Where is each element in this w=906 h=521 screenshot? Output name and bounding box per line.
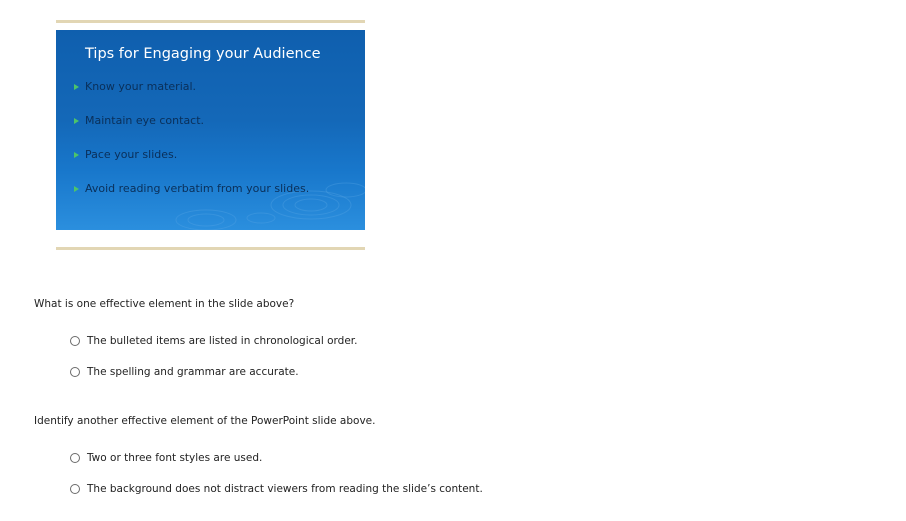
slide-bullet-text: Know your material. [85,80,197,93]
arrow-bullet-icon [74,186,79,192]
slide-bullet [74,148,177,161]
question-2-option-1[interactable] [70,452,262,464]
slide-image [56,20,365,250]
slide-bottom-rule [56,247,365,250]
question-1-option-2[interactable] [70,366,299,378]
radio-button[interactable] [70,484,80,494]
option-label: The background does not distract viewers from reading the slide’s content. [87,483,483,495]
arrow-bullet-icon [74,152,79,158]
question-1-prompt: What is one effective element in the slide above? [34,298,295,310]
slide-bullet-text: Pace your slides. [85,148,178,161]
slide-bullet-text: Maintain eye contact. [85,114,205,127]
radio-button[interactable] [70,367,80,377]
slide-bullet [74,114,204,127]
radio-button[interactable] [70,453,80,463]
option-label: The bulleted items are listed in chronological order. [87,335,358,347]
option-label: The spelling and grammar are accurate. [87,366,299,378]
slide-bullet [74,182,309,195]
question-2-option-2[interactable] [70,483,483,495]
question-2-prompt: Identify another effective element of the PowerPoint slide above. [34,415,376,427]
option-label: Two or three font styles are used. [87,452,263,464]
radio-button[interactable] [70,336,80,346]
question-1-option-1[interactable] [70,335,357,347]
slide-title: Tips for Engaging your Audience [85,46,321,62]
slide-bullet [74,80,196,93]
slide-preview [56,30,365,230]
arrow-bullet-icon [74,118,79,124]
slide-top-rule [56,20,365,23]
slide-bullet-text: Avoid reading verbatim from your slides. [85,182,310,195]
arrow-bullet-icon [74,84,79,90]
